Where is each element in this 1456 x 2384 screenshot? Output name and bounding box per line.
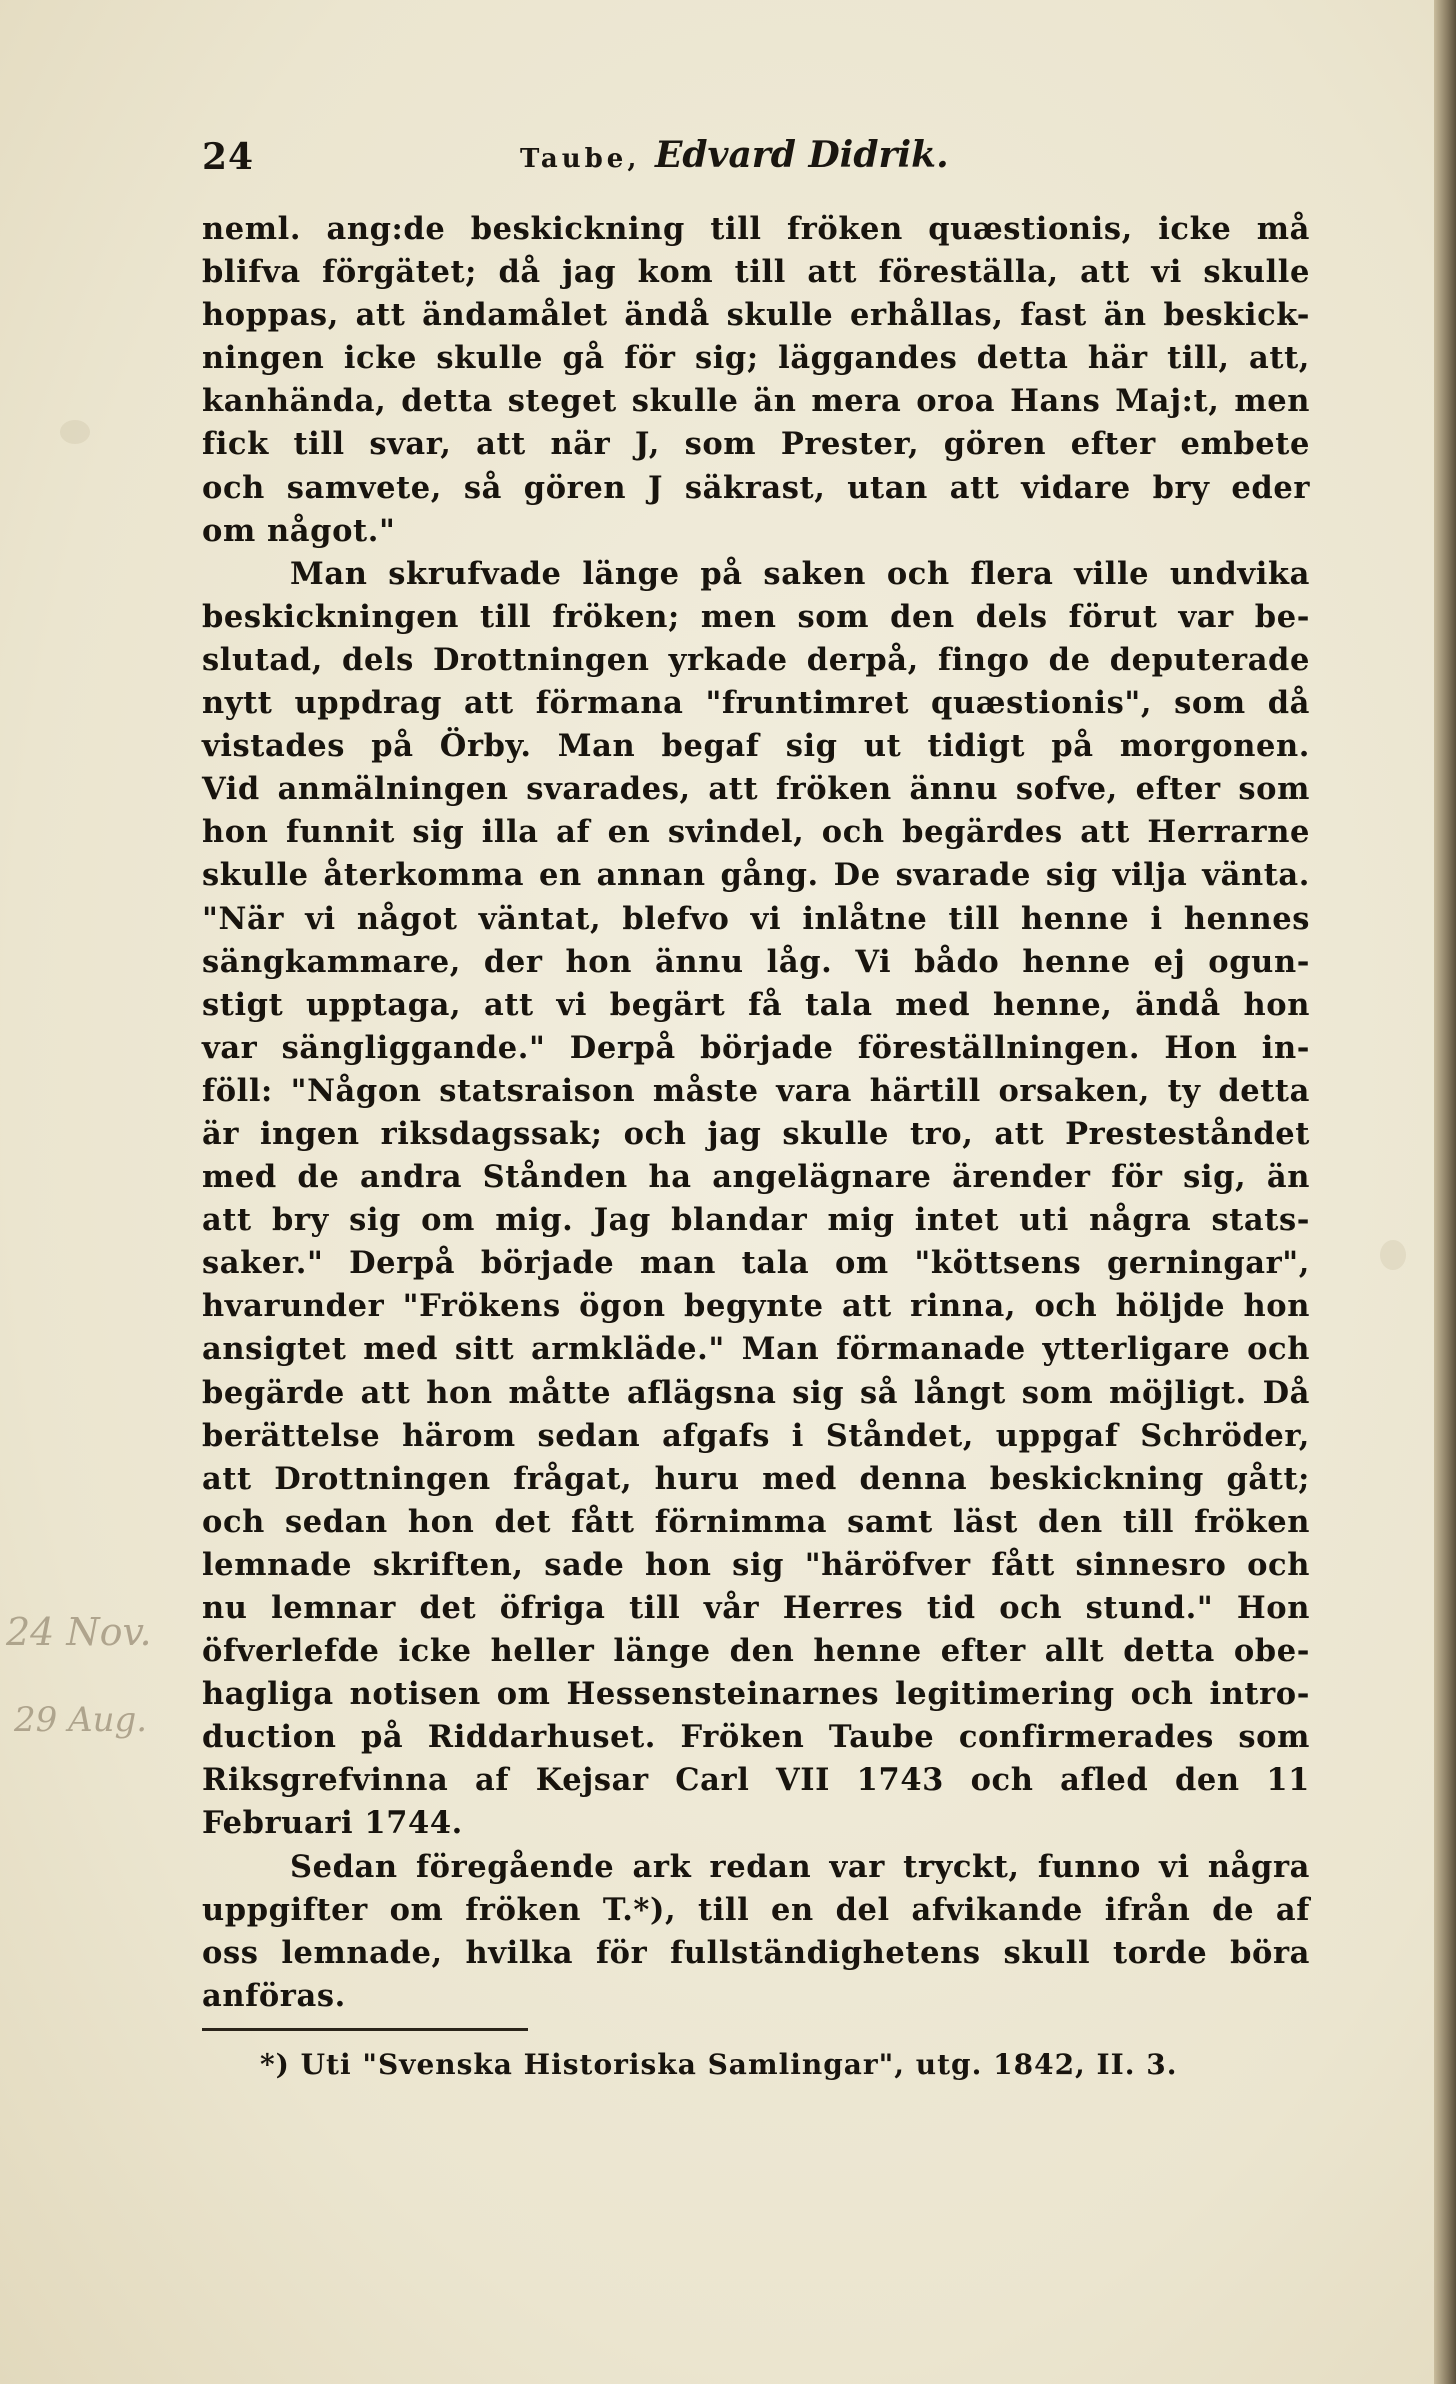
page-edge-shadow: [1434, 0, 1456, 2384]
text-line: Sedan föregående ark redan var tryckt, funno vi några: [290, 1848, 1310, 1885]
text-line: "När vi något väntat, blefvo vi inlåtne till henne i hennes: [202, 900, 1310, 937]
footnote-rule: [202, 2028, 528, 2031]
text-line: blifva förgätet; då jag kom till att föreställa, att vi skulle: [202, 254, 1310, 291]
text-line: begärde att hon måtte aflägsna sig så långt som möjligt. Då: [202, 1374, 1310, 1411]
text-line: att Drottningen frågat, huru med denna beskickning gått;: [202, 1460, 1310, 1497]
text-line: slutad, dels Drottningen yrkade derpå, fingo de deputerade: [202, 641, 1310, 678]
text-line: Riksgrefvinna af Kejsar Carl VII 1743 och afled den 11: [202, 1762, 1310, 1799]
text-line: hon funnit sig illa af en svindel, och begärdes att Herrarne: [202, 814, 1310, 851]
margin-note-handwritten: 24 Nov.: [6, 1610, 152, 1654]
text-line: hvarunder "Frökens ögon begynte att rinna, och höljde hon: [202, 1288, 1310, 1325]
text-line: Februari 1744.: [202, 1805, 463, 1842]
text-line: skulle återkomma en annan gång. De svarade sig vilja vänta.: [202, 857, 1310, 894]
running-title-italic: Edvard Didrik.: [654, 134, 949, 176]
text-line: Vid anmälningen svarades, att fröken ännu sofve, efter som: [202, 771, 1310, 808]
body-text: [202, 208, 1310, 2018]
text-line: fick till svar, att när J, som Prester, gören efter embete: [202, 426, 1310, 463]
text-line: hoppas, att ändamålet ändå skulle erhållas, fast än beskick-: [202, 297, 1310, 334]
text-line: nytt uppdrag att förmana "fruntimret quæstionis", som då: [202, 685, 1310, 722]
text-line: är ingen riksdagssak; och jag skulle tro, att Presteståndet: [202, 1115, 1310, 1152]
page-header: [202, 128, 1322, 188]
text-line: öfverlefde icke heller länge den henne efter allt detta obe-: [202, 1633, 1310, 1670]
text-line: lemnade skriften, sade hon sig "häröfver fått sinnesro och: [202, 1546, 1310, 1583]
text-line: med de andra Stånden ha angelägnare ärender för sig, än: [202, 1159, 1310, 1196]
text-line: oss lemnade, hvilka för fullständighetens skull torde böra: [202, 1934, 1310, 1971]
text-line: beskickningen till fröken; men som den dels förut var be-: [202, 598, 1310, 635]
running-title: [520, 134, 949, 176]
text-line: anföras.: [202, 1977, 346, 2014]
footnote: *) Uti "Svenska Historiska Samlingar", utg. 1842, II. 3.: [260, 2048, 1178, 2081]
text-line: föll: "Någon statsraison måste vara härtill orsaken, ty detta: [202, 1072, 1310, 1109]
text-line: berättelse härom sedan afgafs i Ståndet, uppgaf Schröder,: [202, 1417, 1310, 1454]
text-line: stigt upptaga, att vi begärt få tala med henne, ändå hon: [202, 986, 1310, 1023]
text-line: kanhända, detta steget skulle än mera oroa Hans Maj:t, men: [202, 383, 1310, 420]
text-line: om något.": [202, 512, 396, 549]
text-line: duction på Riddarhuset. Fröken Taube confirmerades som: [202, 1719, 1310, 1756]
text-line: att bry sig om mig. Jag blandar mig intet uti några stats-: [202, 1202, 1310, 1239]
text-line: Man skrufvade länge på saken och flera ville undvika: [290, 555, 1310, 592]
text-line: och sedan hon det fått förnimma samt läst den till fröken: [202, 1503, 1310, 1540]
text-line: ningen icke skulle gå för sig; läggandes detta här till, att,: [202, 340, 1310, 377]
text-line: uppgifter om fröken T.*), till en del afvikande ifrån de af: [202, 1891, 1310, 1928]
text-line: sängkammare, der hon ännu låg. Vi bådo henne ej ogun-: [202, 943, 1310, 980]
paper-stain: [60, 420, 90, 444]
margin-note-handwritten: 29 Aug.: [14, 1700, 148, 1740]
text-line: hagliga notisen om Hessensteinarnes legitimering och intro-: [202, 1676, 1310, 1713]
running-title-name: Taube,: [520, 144, 641, 174]
page-number: 24: [202, 136, 255, 178]
text-line: var sängliggande." Derpå började föreställningen. Hon in-: [202, 1029, 1310, 1066]
text-line: saker." Derpå började man tala om "köttsens gerningar",: [202, 1245, 1310, 1282]
text-line: ansigtet med sitt armkläde." Man förmanade ytterligare och: [202, 1331, 1310, 1368]
text-line: vistades på Örby. Man begaf sig ut tidigt på morgonen.: [202, 728, 1310, 765]
text-line: neml. ang:de beskickning till fröken quæstionis, icke må: [202, 211, 1310, 247]
text-line: och samvete, så gören J säkrast, utan att vidare bry eder: [202, 469, 1310, 506]
paper-stain: [1380, 1240, 1406, 1270]
text-line: nu lemnar det öfriga till vår Herres tid och stund." Hon: [202, 1590, 1310, 1626]
